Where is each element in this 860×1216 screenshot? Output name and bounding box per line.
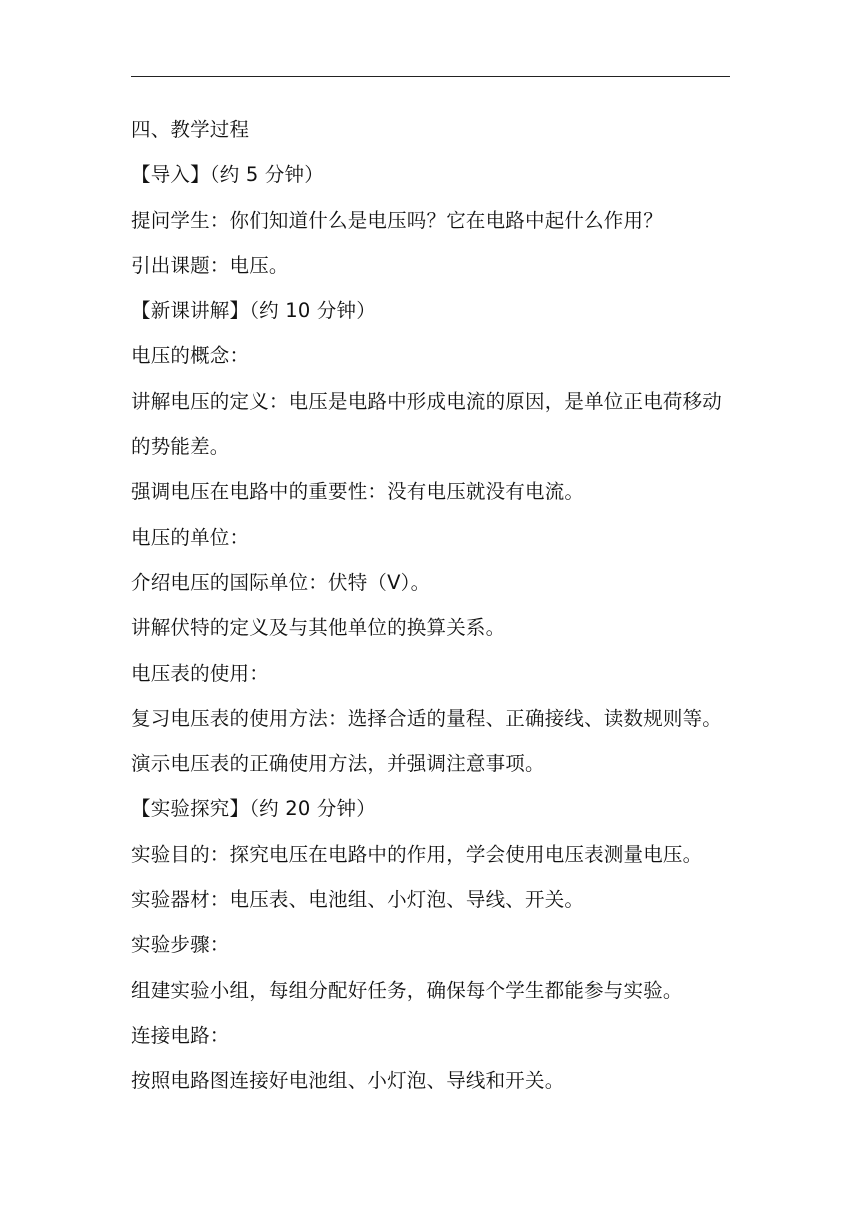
paragraph-line: 讲解电压的定义：电压是电路中形成电流的原因，是单位正电荷移动: [131, 389, 723, 413]
paragraph-line: 强调电压在电路中的重要性：没有电压就没有电流。: [131, 480, 585, 504]
paragraph-line: 按照电路图连接好电池组、小灯泡、导线和开关。: [131, 1069, 565, 1093]
subsection-heading-experiment: 【实验探究】（约 20 分钟）: [131, 797, 376, 821]
paragraph-line: 引出课题：电压。: [131, 253, 289, 277]
paragraph-line: 电压的单位：: [131, 525, 250, 549]
section-heading: 四、教学过程: [131, 118, 250, 141]
header-rule: [131, 76, 730, 77]
paragraph-line: 演示电压表的正确使用方法，并强调注意事项。: [131, 752, 545, 776]
paragraph-line: 连接电路：: [131, 1023, 230, 1047]
paragraph-line: 实验步骤：: [131, 933, 230, 957]
paragraph-line: 电压表的使用：: [131, 661, 269, 685]
document-body: [131, 107, 736, 1104]
paragraph-line: 讲解伏特的定义及与其他单位的换算关系。: [131, 616, 506, 640]
paragraph-line: 复习电压表的使用方法：选择合适的量程、正确接线、读数规则等。: [131, 706, 723, 730]
subsection-heading-new-lesson: 【新课讲解】（约 10 分钟）: [131, 299, 376, 323]
paragraph-line: 组建实验小组，每组分配好任务，确保每个学生都能参与实验。: [131, 978, 683, 1002]
paragraph-line: 提问学生：你们知道什么是电压吗？它在电路中起什么作用？: [131, 208, 663, 232]
paragraph-line: 的势能差。: [131, 435, 230, 459]
paragraph-line: 介绍电压的国际单位：伏特（V）。: [131, 570, 431, 594]
paragraph-line: 电压的概念：: [131, 344, 250, 368]
paragraph-line: 实验器材：电压表、电池组、小灯泡、导线、开关。: [131, 888, 585, 912]
subsection-heading-intro: 【导入】（约 5 分钟）: [131, 163, 324, 187]
paragraph-line: 实验目的：探究电压在电路中的作用，学会使用电压表测量电压。: [131, 842, 703, 866]
